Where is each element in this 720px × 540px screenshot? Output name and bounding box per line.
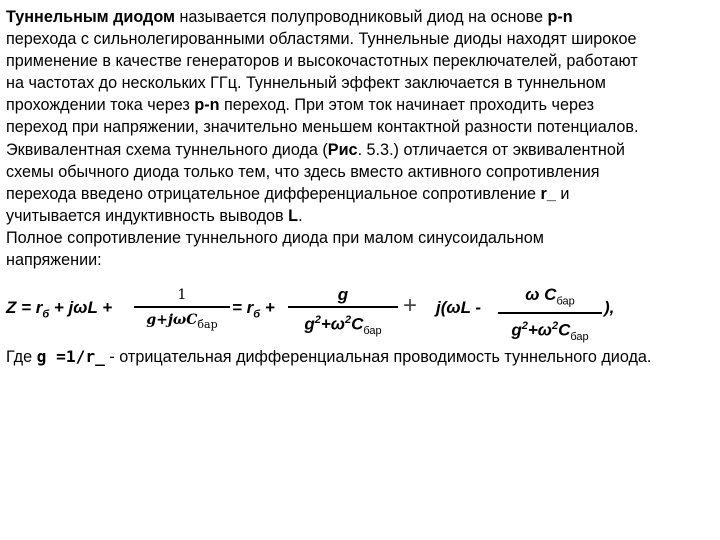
text-span: перехода введено отрицательное дифференциальное сопротивление (6, 184, 541, 203)
fraction-bar (134, 306, 230, 308)
big-plus-sign: + (403, 292, 418, 319)
fraction-2-den: $g^2+\omega^2C_{бар}$ (304, 313, 382, 337)
fraction-3-num: ω $C_{бар}$ (525, 285, 575, 308)
text-line (6, 183, 716, 205)
text-span: называется полупроводниковый диод на основе (174, 8, 548, 26)
text-line (6, 6, 716, 28)
figure-ref: Рис (327, 140, 358, 159)
fraction-bar (288, 306, 398, 308)
fraction-3-den: $g^2+\omega^2C_{бар}$ (511, 319, 589, 343)
text-line (6, 139, 716, 161)
body-paragraph (6, 6, 716, 271)
formula-j-term: j(ωL - (436, 298, 482, 317)
text-line (6, 205, 716, 227)
note-text: - отрицательная дифференциальная проводимость туннельного диода. (104, 348, 652, 366)
term-bold: Туннельным диодом (6, 8, 175, 26)
text-line (6, 94, 716, 116)
text-span: и (555, 184, 570, 203)
pn-bold: p-n (547, 8, 573, 26)
text-span: прохождении тока через (6, 96, 195, 115)
text-span: Эквивалентная схема туннельного диода ( (6, 140, 328, 159)
note-prefix: Где (6, 348, 37, 366)
text-line: на частотах до нескольких ГГц. Туннельный эффект заключается в туннельном (6, 74, 606, 93)
fraction-2 (288, 285, 398, 342)
text-line: перехода с сильнолегированными областями. Туннельные диоды находят широкое (6, 30, 637, 49)
r-minus: r_ (540, 184, 556, 203)
fraction-1-num: 1 (177, 287, 187, 303)
text-line: Полное сопротивление туннельного диода при малом синусоидальном (6, 228, 544, 247)
figure-num: . 5.3 (357, 140, 390, 159)
fraction-bar (498, 312, 602, 314)
fraction-1-den: g+jωC$_{бар}$ (146, 311, 218, 331)
fraction-1 (134, 285, 230, 335)
inductance-L: L (288, 206, 299, 225)
text-line: применение в качестве генераторов и высокочастотных переключателей, работают (6, 52, 638, 71)
text-span: учитывается индуктивность выводов (6, 206, 289, 225)
formula-lhs: $Z = r_б + j\omega L$ + (6, 298, 113, 321)
text-line: напряжении: (6, 251, 102, 270)
text-line: схемы обычного диода только тем, что здесь вместо активного сопротивления (6, 162, 600, 181)
conductance-note (6, 347, 651, 367)
fraction-2-num: g (337, 285, 349, 304)
impedance-formula (6, 284, 716, 343)
formula-close: ), (604, 298, 615, 317)
note-expression: g =1/r_ (36, 347, 105, 366)
formula-eq: = $r_б$ + (232, 298, 275, 321)
text-span: . (298, 206, 303, 225)
text-span: .) отличается от эквивалентной (389, 140, 625, 159)
fraction-3 (498, 285, 602, 348)
text-line: переход при напряжении, значительно меньшем контактной разности потенциалов. (6, 118, 639, 137)
text-span: переход. При этом ток начинает проходить через (219, 96, 595, 115)
pn-bold: p-n (194, 96, 220, 115)
